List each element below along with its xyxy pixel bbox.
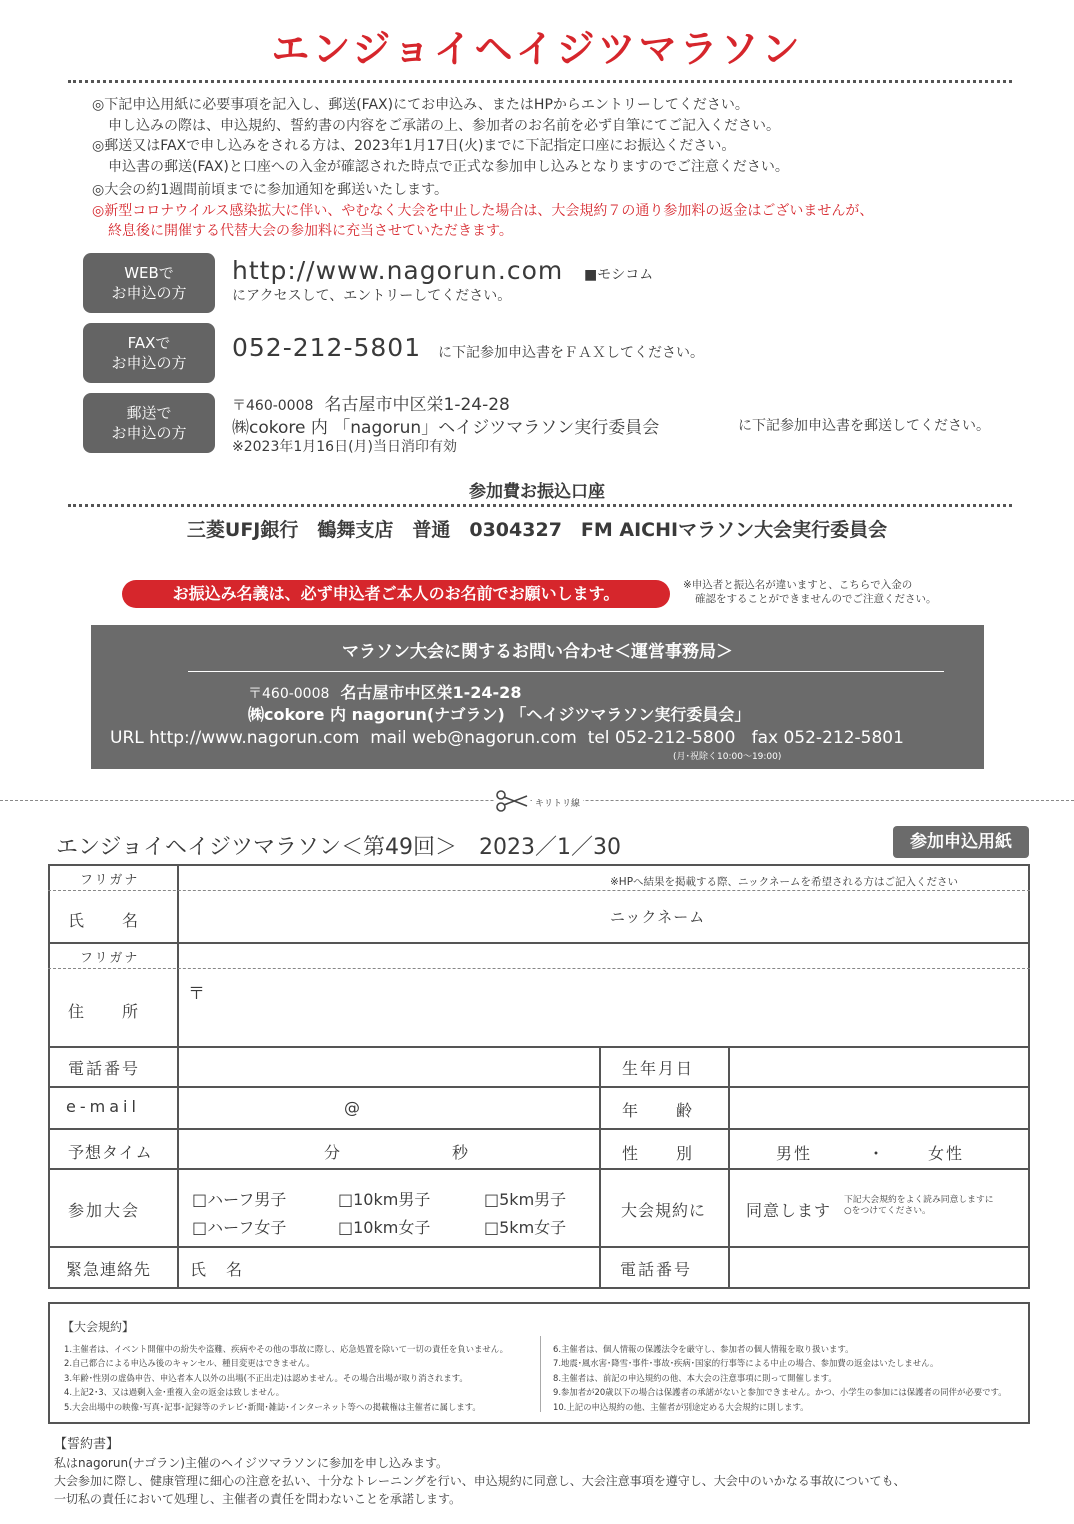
mail-desc: に下記参加申込書を郵送してください。 xyxy=(738,418,990,434)
phone-label: 電話番号 xyxy=(68,1059,141,1078)
name-input[interactable] xyxy=(228,892,598,938)
birthdate-label: 生年月日 xyxy=(622,1059,695,1078)
contact-hours: (月･祝除く10:00～19:00) xyxy=(673,752,782,762)
rules-heading: 【大会規約】 xyxy=(62,1320,135,1334)
email-label: e-mail xyxy=(66,1097,140,1116)
page-title: エンジョイヘイジツマラソン xyxy=(271,27,803,71)
web-url[interactable]: http://www.nagorun.com xyxy=(232,256,564,285)
event-checkbox-10km-women[interactable]: □10km女子 xyxy=(338,1218,431,1237)
pledge: 【誓約書】 私はnagorun(ナゴラン)主催のヘイジツマラソンに参加を申し込みます。 大会参加に際し、健康管理に細心の注意を払い、十分なトレーニングを行い、申込規約に同意し、大会注意事項を遵守し、大会中のいかなる事故についても、 一切私の責任において処理し、主催者の責任を問わないことを承諾します。 xyxy=(54,1437,906,1506)
rules-right: 6.主催者は、個人情報の保護法令を厳守し、参加者の個人情報を取り扱います。 7.地震･風水害･降雪･事件･事故･疾病･国家的行事等による中止の場合、参加費の返金はいたしません。 8.主催者は、前記の申込規約の他、本大会の注意事項に則って開催します。 9.参加者が20歳以下の場合は保護者の承諾がないと参加できません。かつ、小学生の参加には保護者の同伴が必要です。 10.上記の申込規約の他、主催者が別途定める大会規約に則します。 xyxy=(553,1344,1007,1412)
note: 申し込みの際は、申込規約、誓約書の内容をご承諾の上、参加者のお名前を必ず自筆にてご記入ください。 xyxy=(108,117,780,134)
gender-label: 性 別 xyxy=(622,1144,695,1163)
contact-mail[interactable]: web@nagorun.com xyxy=(412,728,577,748)
phone-input[interactable] xyxy=(180,1049,596,1083)
fax-apply-label: FAXで お申込の方 xyxy=(83,323,215,383)
transfer-name-banner: お振込み名義は、必ず申込者ご本人のお名前でお願いします。 xyxy=(122,580,670,608)
note: ◎大会の約1週間前頃までに参加通知を郵送いたします。 xyxy=(92,182,449,198)
contact-url[interactable]: http://www.nagorun.com xyxy=(149,728,360,748)
application-form xyxy=(48,864,1030,1289)
birthdate-input[interactable] xyxy=(732,1049,1024,1083)
cut-line-label: キリトリ線 xyxy=(532,796,583,809)
emergency-phone-input[interactable] xyxy=(732,1250,1024,1284)
furigana-label: フリガナ xyxy=(80,951,140,966)
form-badge: 参加申込用紙 xyxy=(893,826,1029,858)
web-apply-label: WEBで お申込の方 xyxy=(83,253,215,313)
banner-note: ※申込者と振込名が違いますと、こちらで入金の 確認をすることができませんのでご注意ください。 xyxy=(683,579,937,605)
contact-address: 〒460-0008 名古屋市中区栄1-24-28 xyxy=(248,683,522,702)
fax-desc: に下記参加申込書をＦＡＸしてください。 xyxy=(438,345,704,361)
mail-address: 〒460-0008 名古屋市中区栄1-24-28 xyxy=(232,395,510,415)
nickname-label: ニックネーム xyxy=(610,908,706,926)
emergency-name-input[interactable] xyxy=(258,1250,596,1284)
note: ◎下記申込用紙に必要事項を記入し、郵送(FAX)にてお申込み、またはHPからエントリーしてください。 xyxy=(92,97,749,113)
contact-heading: マラソン大会に関するお問い合わせ＜運営事務局＞ xyxy=(342,642,733,662)
nickname-input[interactable] xyxy=(728,892,1018,938)
scissors-icon xyxy=(494,790,530,812)
address-label: 住 所 xyxy=(68,1002,141,1021)
account-heading: 参加費お振込口座 xyxy=(469,482,605,502)
note: 申込書の郵送(FAX)と口座への入金が確認された時点で正式な参加申し込みとなりますのでご注意ください。 xyxy=(108,158,789,175)
contact-line: URL http://www.nagorun.com mail web@nagorun.com tel 052-212-5800 fax 052-212-5801 xyxy=(110,728,904,748)
emergency-label: 緊急連絡先 xyxy=(66,1260,152,1279)
emergency-phone-label: 電話番号 xyxy=(620,1260,693,1279)
event-checkbox-5km-women[interactable]: □5km女子 xyxy=(484,1218,567,1237)
event-checkbox-half-women[interactable]: □ハーフ女子 xyxy=(192,1218,287,1237)
contact-box xyxy=(91,625,984,769)
expected-time-label: 予想タイム xyxy=(68,1143,153,1162)
expected-time-input[interactable] xyxy=(180,1131,596,1165)
event-rules xyxy=(48,1302,1030,1424)
event-label: 参加大会 xyxy=(68,1201,141,1220)
name-label: 氏 名 xyxy=(68,911,141,930)
gender-female[interactable]: 女性 xyxy=(928,1144,965,1163)
agree-note: 下記大会規約をよく読み同意しますに ○をつけてください。 xyxy=(844,1195,994,1216)
form-heading: エンジョイヘイジツマラソン＜第49回＞ 2023／1／30 xyxy=(56,835,621,860)
gender-male[interactable]: 男性 xyxy=(776,1144,813,1163)
mail-org: ㈱cokore 内 「nagorun」ヘイジツマラソン実行委員会 xyxy=(232,418,660,438)
divider xyxy=(68,80,1012,83)
postal-mark: 〒 xyxy=(188,984,207,1004)
instructions xyxy=(92,95,1042,242)
mail-deadline: ※2023年1月16日(月)当日消印有効 xyxy=(232,439,458,455)
event-checkbox-10km-men[interactable]: □10km男子 xyxy=(338,1190,431,1209)
hp-note: ※HPへ結果を掲載する際、ニックネームを希望される方はご記入ください xyxy=(610,876,958,888)
age-input[interactable] xyxy=(732,1089,1024,1125)
seconds-unit: 秒 xyxy=(452,1143,471,1162)
note: ◎郵送又はFAXで申し込みをされる方は、2023年1月17日(火)までに下記指定口座にお振込ください。 xyxy=(92,138,736,154)
rules-agree-label: 大会規約に xyxy=(621,1201,707,1220)
age-label: 年 齢 xyxy=(622,1101,695,1120)
contact-org: ㈱cokore 内 nagorun(ナゴラン) 「ヘイジツマラソン実行委員会」 xyxy=(248,705,751,724)
web-desc: にアクセスして、エントリーしてください。 xyxy=(232,288,512,304)
pledge-heading: 【誓約書】 xyxy=(54,1437,120,1452)
minutes-unit: 分 xyxy=(324,1143,343,1162)
rules-left: 1.主催者は、イベント開催中の紛失や盗難、疾病やその他の事故に際し、応急処置を除いて一切の責任を負いません。 2.自己都合による申込み後のキャンセル、種目変更はできません。 3.年齢･性別の虚偽申告、申込者本人以外の出場(不正出走)は認めません。その場合出場が取り消されます。 4.上記2･3、又は過剰入金･重複入金の返金は致しません。 5.大会出場中の映像･写真･記事･記録等のテレビ･新聞･雑誌･インターネット等への掲載権は主催者に属します。 xyxy=(64,1344,508,1412)
moshicom-label: ■モシコム xyxy=(584,267,654,283)
email-input[interactable] xyxy=(180,1089,596,1125)
fax-number: 052-212-5801 xyxy=(232,333,422,362)
agree-option[interactable]: 同意します xyxy=(746,1201,832,1220)
emergency-name-label: 氏 名 xyxy=(190,1260,245,1279)
furigana-label: フリガナ xyxy=(80,873,140,888)
event-checkbox-half-men[interactable]: □ハーフ男子 xyxy=(192,1190,287,1209)
account-detail: 三菱UFJ銀行 鶴舞支店 普通 0304327 FM AICHIマラソン大会実行委員会 xyxy=(186,519,888,541)
event-checkbox-5km-men[interactable]: □5km男子 xyxy=(484,1190,567,1209)
gender-separator: ・ xyxy=(868,1144,887,1163)
divider xyxy=(68,504,1012,507)
email-at: @ xyxy=(344,1098,362,1117)
mail-apply-label: 郵送で お申込の方 xyxy=(83,393,215,453)
covid-note: ◎新型コロナウイルス感染拡大に伴い、やむなく大会を中止した場合は、大会規約７の通り参加料の返金はございませんが、 xyxy=(92,202,874,219)
covid-note: 終息後に開催する代替大会の参加料に充当させていただきます。 xyxy=(108,223,513,239)
address-input[interactable] xyxy=(208,972,1018,1042)
